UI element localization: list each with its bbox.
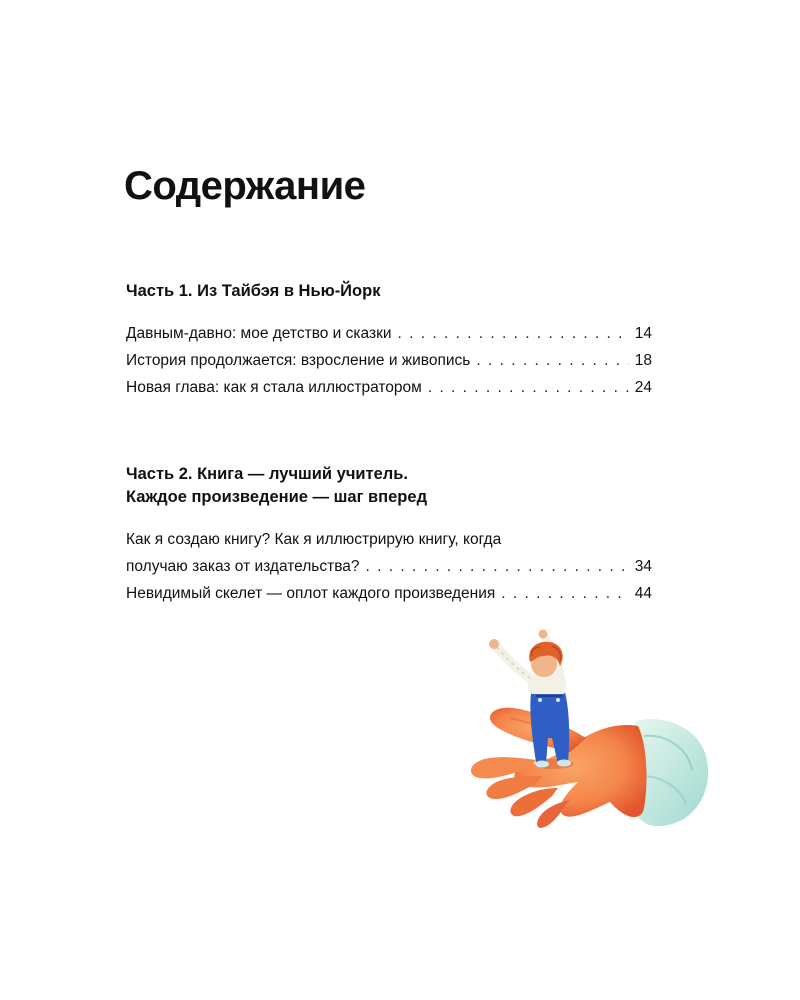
page-title: Содержание — [124, 164, 366, 208]
toc-entry-title: Давным-давно: мое детство и сказки — [126, 325, 392, 342]
toc-entry-page: 44 — [634, 585, 652, 602]
toc-entry-title: Новая глава: как я стала иллюстратором — [126, 379, 422, 396]
toc-entry-title: История продолжается: взросление и живопись — [126, 352, 471, 369]
part-2-heading-line: Часть 2. Книга — лучший учитель. — [126, 465, 409, 483]
toc-entry-title-line: Как я создаю книгу? Как я иллюстрирую книгу, когда — [126, 531, 502, 548]
part-1-heading — [126, 280, 380, 303]
toc-entry[interactable] — [126, 374, 652, 401]
part-2-heading-line: Каждое произведение — шаг вперед — [126, 488, 428, 506]
toc-entry-page: 18 — [634, 352, 652, 369]
toc-entry[interactable] — [126, 347, 652, 374]
toc-entry-page: 14 — [634, 325, 652, 342]
part-2-heading — [126, 463, 427, 509]
toc-entry-page: 24 — [634, 379, 652, 396]
toc-entry[interactable] — [126, 526, 652, 580]
dot-leader — [366, 553, 629, 580]
toc-entry[interactable] — [126, 580, 652, 607]
dot-leader — [501, 580, 628, 607]
part-1-heading-line: Часть 1. Из Тайбэя в Нью-Йорк — [126, 282, 381, 300]
dot-leader — [428, 374, 629, 401]
part-1-toc-list — [126, 320, 652, 401]
toc-entry-page: 34 — [634, 558, 652, 575]
toc-entry-title-line: получаю заказ от издательства? — [126, 558, 360, 575]
dot-leader — [398, 320, 629, 347]
child-figure — [489, 630, 574, 770]
part-2-toc-list — [126, 526, 652, 607]
toc-entry[interactable] — [126, 320, 652, 347]
toc-entry-title: Невидимый скелет — оплот каждого произведения — [126, 585, 496, 602]
dot-leader — [476, 347, 628, 374]
child-on-hand-illustration — [466, 626, 716, 836]
